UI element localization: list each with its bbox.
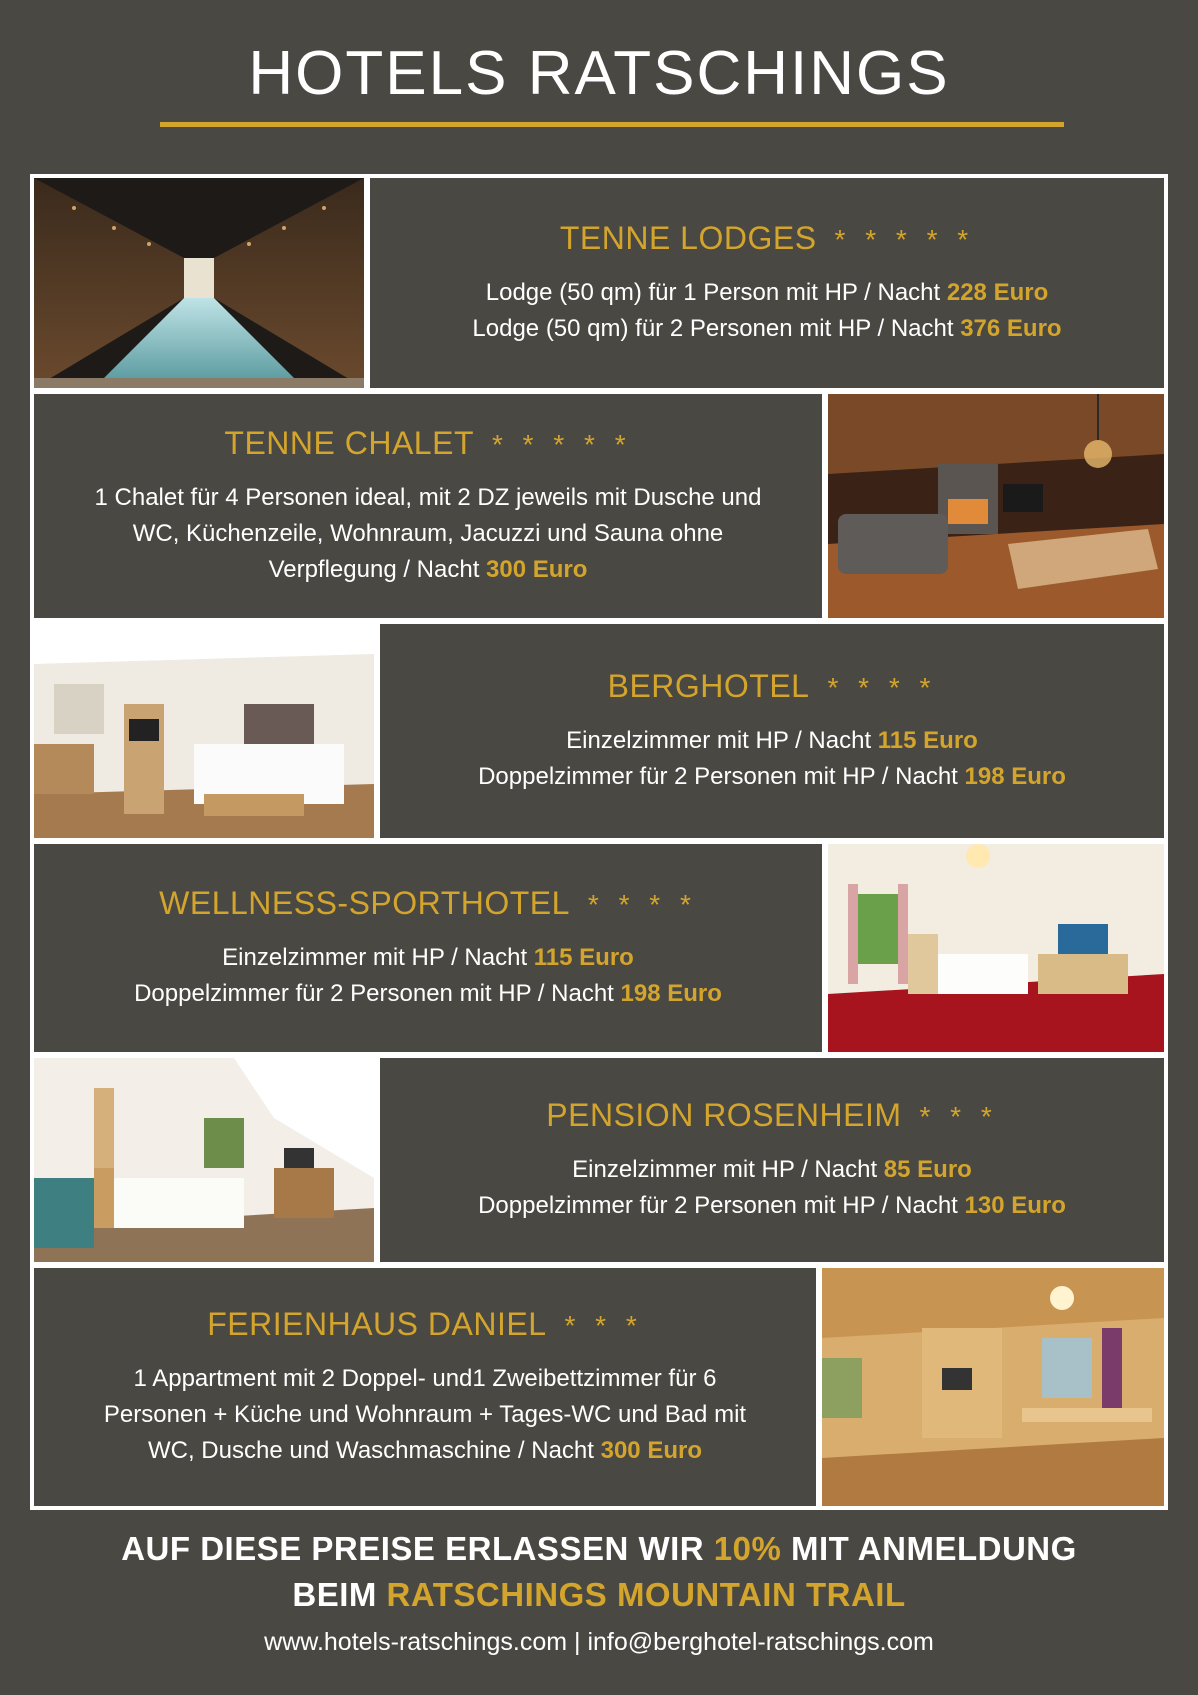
hotel-name: TENNE CHALET * * * * *: [224, 424, 632, 461]
star-rating: * * * * *: [491, 428, 632, 460]
discount-line-1: AUF DIESE PREISE ERLASSEN WIR 10% MIT ANMELDUNG: [121, 1530, 1077, 1567]
price-value: 198 Euro: [620, 979, 722, 1007]
description-line: WC, Küchenzeile, Wohnraum, Jacuzzi und Sauna ohne: [132, 519, 724, 547]
price-value: 198 Euro: [964, 762, 1066, 790]
hotel-name: PENSION ROSENHEIM * * *: [546, 1096, 998, 1133]
description-line: 1 Chalet für 4 Personen ideal, mit 2 DZ jeweils mit Dusche und: [94, 483, 762, 511]
price-value: 130 Euro: [964, 1191, 1066, 1219]
email-link[interactable]: info@berghotel-ratschings.com: [587, 1628, 934, 1656]
discount-line-2: BEIM RATSCHINGS MOUNTAIN TRAIL: [292, 1576, 906, 1613]
discount-percent: 10%: [713, 1530, 782, 1567]
star-rating: * * * *: [587, 888, 697, 920]
price-line: Lodge (50 qm) für 1 Person mit HP / Nacht 228 Euro: [485, 278, 1049, 306]
hotel-name: TENNE LODGES * * * * *: [559, 219, 975, 256]
contact-line: [0, 1628, 1198, 1657]
tenne-chalet-info: [34, 394, 822, 618]
star-rating: * * * * *: [834, 223, 975, 255]
star-rating: * * *: [564, 1309, 643, 1341]
price-line: Lodge (50 qm) für 2 Personen mit HP / Nacht 376 Euro: [472, 314, 1062, 342]
hotel-row-ferienhaus-daniel: [34, 1268, 1164, 1506]
price-line: Doppelzimmer für 2 Personen mit HP / Nacht 130 Euro: [478, 1191, 1066, 1219]
hotel-row-tenne-lodges: [34, 178, 1164, 388]
tenne-lodges-info: [370, 178, 1164, 388]
hotel-name: FERIENHAUS DANIEL * * *: [207, 1305, 643, 1342]
hotel-row-pension-rosenheim: [34, 1058, 1164, 1262]
price-line: Einzelzimmer mit HP / Nacht 115 Euro: [222, 943, 634, 971]
hotel-row-wellness-sporthotel: [34, 844, 1164, 1052]
price-line: Doppelzimmer für 2 Personen mit HP / Nacht 198 Euro: [478, 762, 1066, 790]
separator: |: [567, 1628, 588, 1656]
ferienhaus-daniel-info: [34, 1268, 816, 1506]
website-link[interactable]: www.hotels-ratschings.com: [264, 1628, 568, 1656]
tenne-chalet-photo: [828, 394, 1164, 618]
event-name: RATSCHINGS MOUNTAIN TRAIL: [386, 1576, 906, 1613]
pension-rosenheim-info: [380, 1058, 1164, 1262]
price-value: 376 Euro: [960, 314, 1062, 342]
wellness-sporthotel-photo: [828, 844, 1164, 1052]
price-line: Doppelzimmer für 2 Personen mit HP / Nacht 198 Euro: [134, 979, 722, 1007]
wellness-sporthotel-info: [34, 844, 822, 1052]
page-title: HOTELS RATSCHINGS: [248, 39, 950, 108]
hotel-name: WELLNESS-SPORTHOTEL * * * *: [159, 884, 697, 921]
berghotel-info: [380, 624, 1164, 838]
price-line: WC, Dusche und Waschmaschine / Nacht 300 Euro: [147, 1436, 702, 1464]
tenne-lodges-photo: [34, 178, 364, 388]
price-value: 228 Euro: [946, 278, 1049, 306]
hotel-name: BERGHOTEL * * * *: [607, 667, 937, 704]
pension-rosenheim-photo: [34, 1058, 374, 1262]
hotel-row-berghotel: [34, 624, 1164, 838]
star-rating: * * *: [919, 1100, 998, 1132]
title-underline: [160, 122, 1064, 127]
price-value: 85 Euro: [883, 1155, 972, 1183]
price-value: 300 Euro: [486, 555, 588, 583]
price-value: 115 Euro: [877, 726, 978, 754]
berghotel-photo: [34, 624, 374, 838]
price-value: 300 Euro: [600, 1436, 702, 1464]
hotel-row-tenne-chalet: [34, 394, 1164, 618]
description-line: 1 Appartment mit 2 Doppel- und1 Zweibettzimmer für 6: [133, 1364, 717, 1392]
star-rating: * * * *: [827, 671, 937, 703]
price-value: 115 Euro: [533, 943, 634, 971]
price-line: Einzelzimmer mit HP / Nacht 85 Euro: [572, 1155, 972, 1183]
price-line: Einzelzimmer mit HP / Nacht 115 Euro: [566, 726, 978, 754]
description-line: Personen + Küche und Wohnraum + Tages-WC und Bad mit: [103, 1400, 747, 1428]
ferienhaus-daniel-photo: [822, 1268, 1164, 1506]
price-line: Verpflegung / Nacht 300 Euro: [268, 555, 588, 583]
hotel-list-frame: [30, 174, 1168, 1510]
